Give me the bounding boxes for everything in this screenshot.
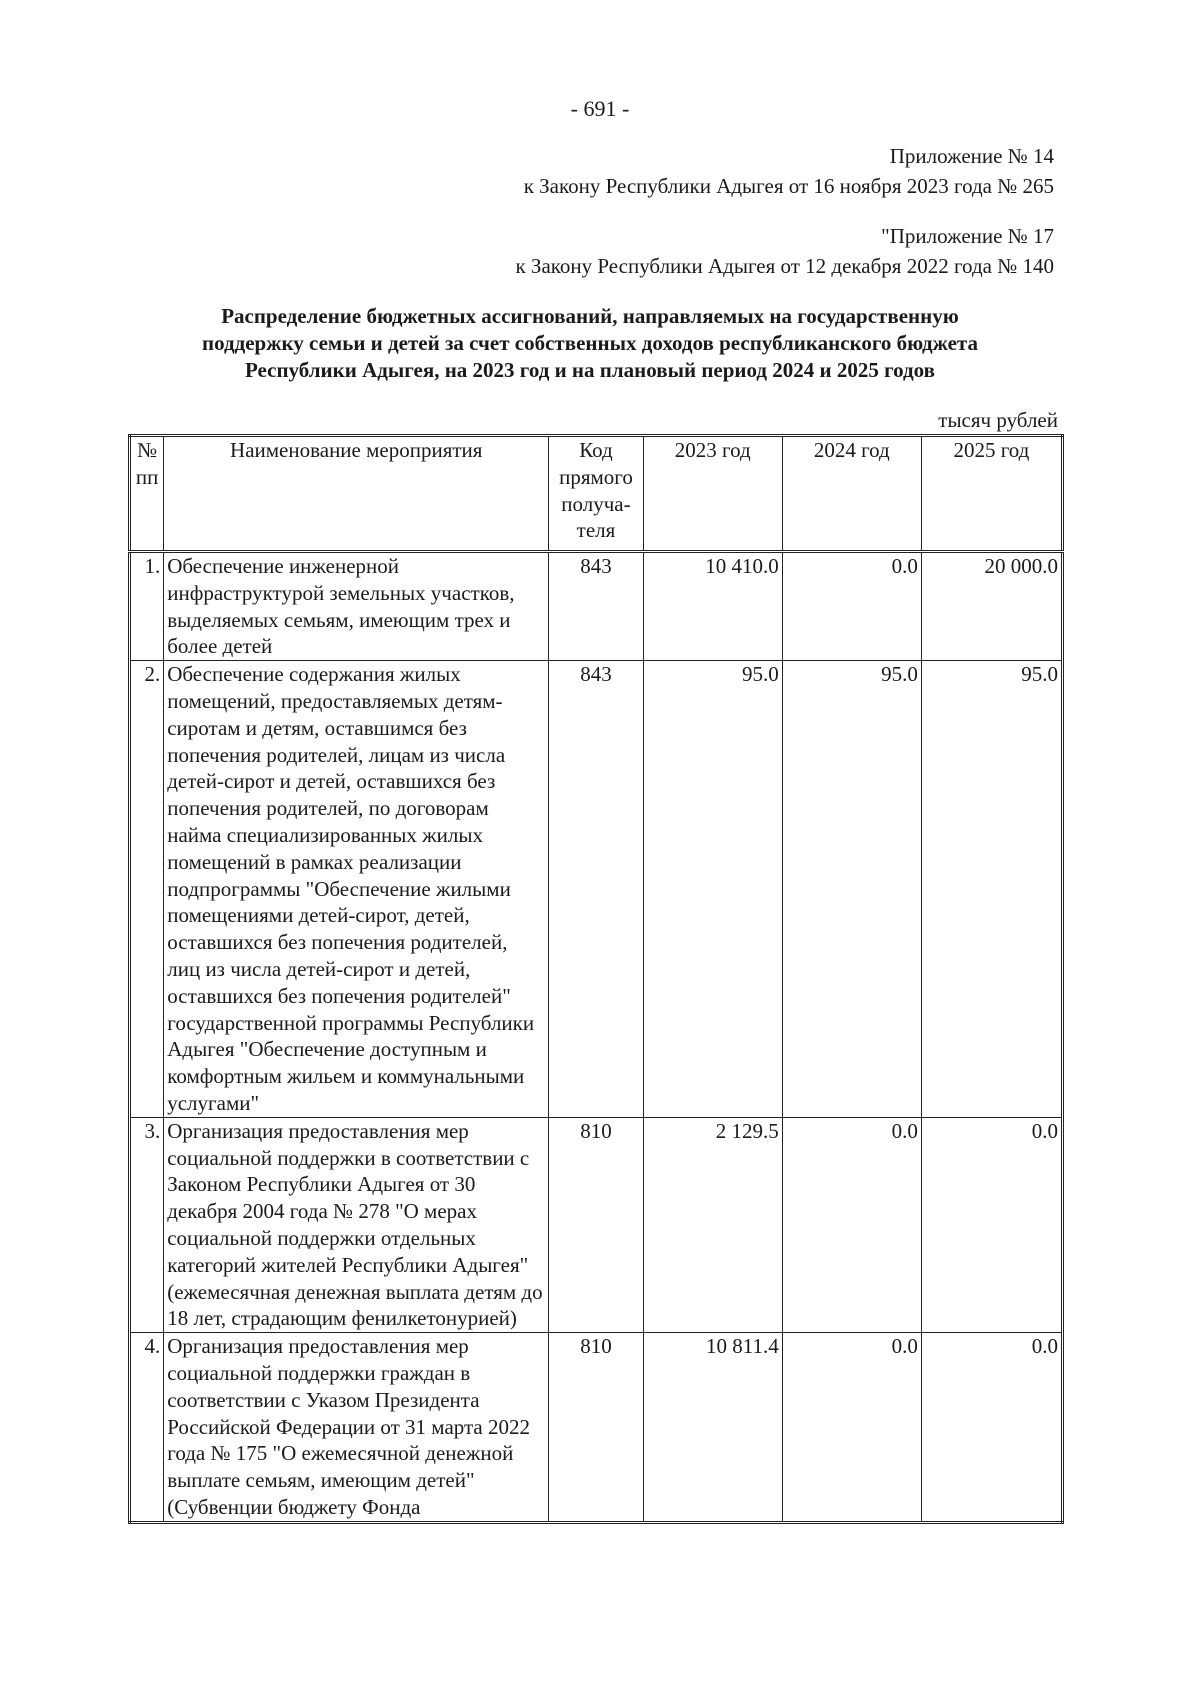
title-line-2: поддержку семьи и детей за счет собственных доходов республиканского бюджета	[202, 331, 978, 355]
annex-amended-number: "Приложение № 17	[881, 224, 1054, 248]
row-2024: 0.0	[782, 552, 921, 661]
annex-reference-current	[524, 141, 1054, 201]
row-2025: 0.0	[921, 1333, 1062, 1523]
table-header-row	[130, 436, 1063, 552]
units-label: тысяч рублей	[938, 408, 1058, 432]
table-row	[130, 552, 1063, 661]
page-number: - 691 -	[570, 96, 630, 121]
row-2023: 2 129.5	[643, 1117, 782, 1332]
header-num: № пп	[130, 436, 164, 552]
row-name: Организация предоставления мер социальной поддержки граждан в соответствии с Указом Президента Российской Федерации от 31 марта 2022 года № 175 "О ежемесячной денежной выплате семьям, имеющим детей"(Субвенции бюджету Фонда	[164, 1333, 549, 1523]
header-2024: 2024 год	[782, 436, 921, 552]
row-code: 843	[549, 552, 643, 661]
row-code: 843	[549, 661, 643, 1118]
row-name: Обеспечение содержания жилых помещений, предоставляемых детям-сиротам и детям, оставшимся без попечения родителей, лицам из числа детей-сирот и детей, оставшихся без попечения родителей, по договорам найма специализированных жилых помещений в рамках реализации подпрограммы "Обеспечение жилыми помещениями детей-сирот, детей, оставшихся без попечения родителей, лиц из числа детей-сирот и детей, оставшихся без попечения родителей" государственной программы Республики Адыгея "Обеспечение доступным и комфортным жильем и коммунальными услугами"	[164, 661, 549, 1118]
row-2023: 95.0	[643, 661, 782, 1118]
annex-reference-amended	[515, 221, 1054, 281]
row-code: 810	[549, 1333, 643, 1523]
header-2023: 2023 год	[643, 436, 782, 552]
annex-current-number: Приложение № 14	[889, 144, 1054, 168]
row-2025: 20 000.0	[921, 552, 1062, 661]
annex-amended-law: к Закону Республики Адыгея от 12 декабря 2022 года № 140	[515, 254, 1054, 278]
row-name: Организация предоставления мер социальной поддержки в соответствии с Законом Республики Адыгея от 30 декабря 2004 года № 278 "О мерах социальной поддержки отдельных категорий жителей Республики Адыгея" (ежемесячная денежная выплата детям до 18 лет, страдающим фенилкетонурией)	[164, 1117, 549, 1332]
annex-current-law: к Закону Республики Адыгея от 16 ноября 2023 года № 265	[523, 174, 1054, 198]
header-2025: 2025 год	[921, 436, 1062, 552]
row-2023: 10 811.4	[643, 1333, 782, 1523]
title-line-3: Республики Адыгея, на 2023 год и на плановый период 2024 и 2025 годов	[245, 358, 935, 382]
row-2024: 0.0	[782, 1117, 921, 1332]
row-code: 810	[549, 1117, 643, 1332]
row-num: 3.	[130, 1117, 164, 1332]
row-num: 4.	[130, 1333, 164, 1523]
row-2025: 0.0	[921, 1117, 1062, 1332]
title-line-1: Распределение бюджетных ассигнований, направляемых на государственную	[221, 304, 959, 328]
budget-table	[128, 434, 1064, 1524]
table-row	[130, 661, 1063, 1118]
row-num: 1.	[130, 552, 164, 661]
row-name: Обеспечение инженерной инфраструктурой земельных участков, выделяемых семьям, имеющим трех и более детей	[164, 552, 549, 661]
header-code: Код прямого получа-теля	[549, 436, 643, 552]
row-2024: 0.0	[782, 1333, 921, 1523]
header-name: Наименование мероприятия	[164, 436, 549, 552]
row-2025: 95.0	[921, 661, 1062, 1118]
table-row	[130, 1117, 1063, 1332]
row-2023: 10 410.0	[643, 552, 782, 661]
table-row	[130, 1333, 1063, 1523]
row-2024: 95.0	[782, 661, 921, 1118]
row-num: 2.	[130, 661, 164, 1118]
document-title	[140, 303, 1040, 384]
